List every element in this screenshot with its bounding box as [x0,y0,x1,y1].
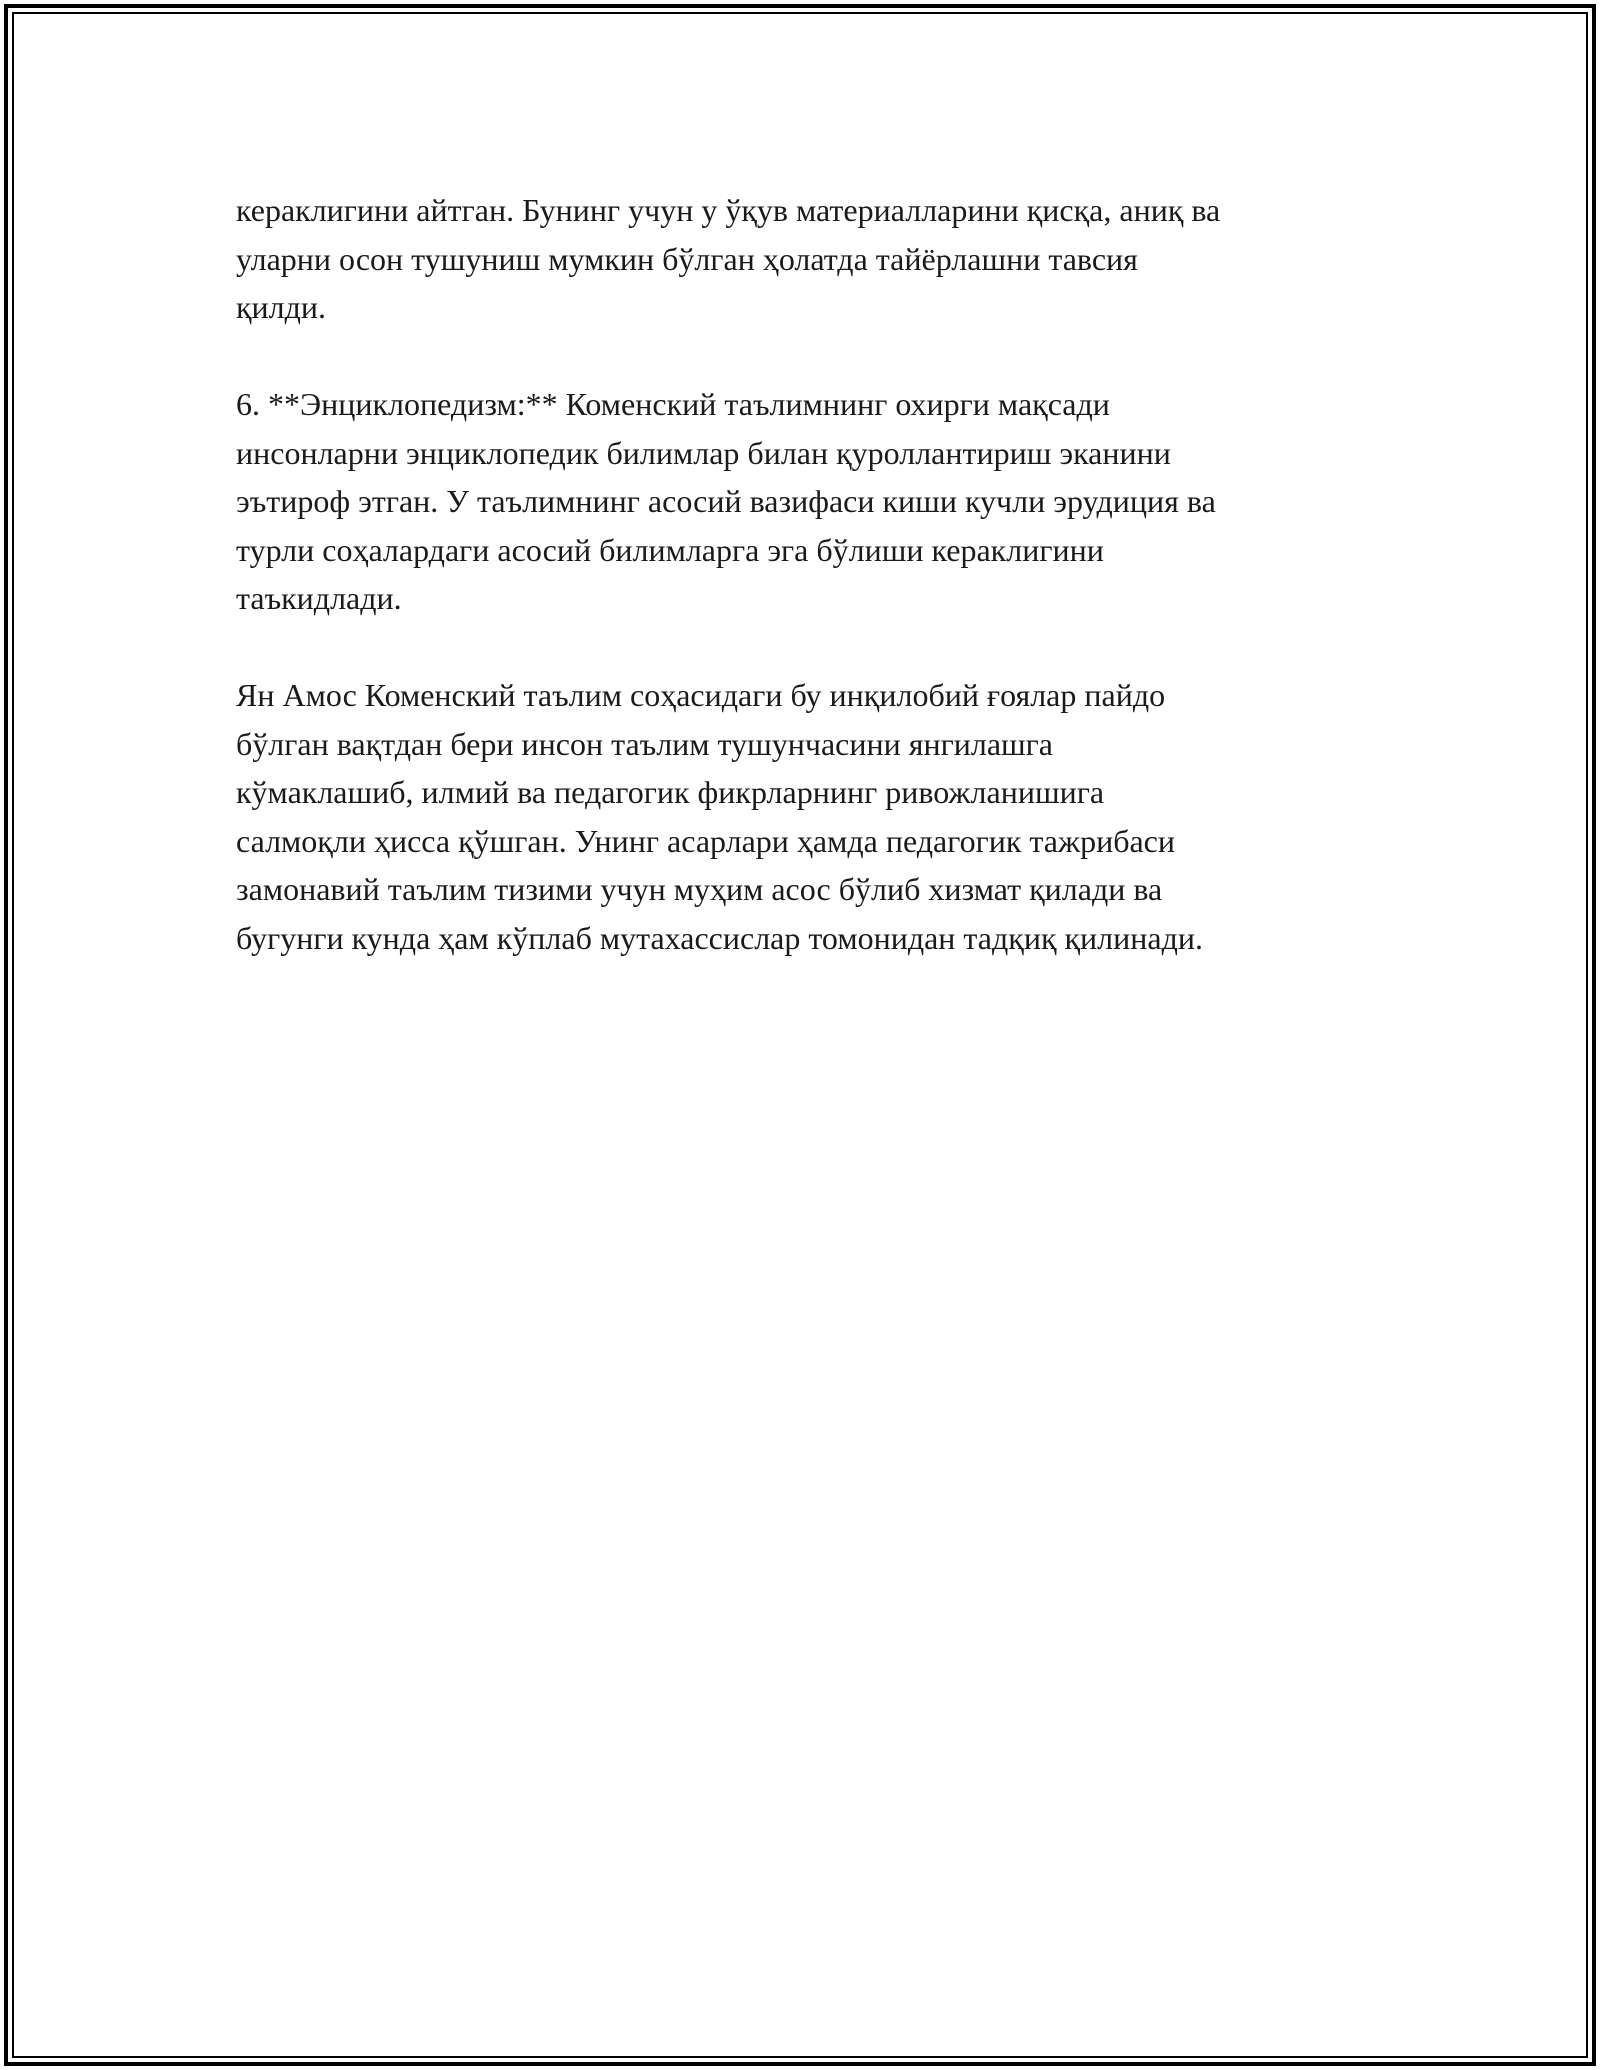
text-line: кўмаклашиб, илмий ва педагогик фикрларнинг ривожланишига [236,774,1105,810]
text-line: турли соҳалардаги асосий билимларга эга бўлиши кераклигини [236,531,1104,568]
paragraph [236,380,1376,623]
text-line: қилди. [236,289,327,325]
text-line: бўлган вақтдан бери инсон таълим тушунчасини янгилашга [236,725,1053,762]
text-line: Ян Амос Коменский таълим соҳасидаги бу инқилобий ғоялар пайдо [236,677,1166,713]
text-line: бугунги кунда ҳам кўплаб мутахассислар томонидан тадқиқ қилинади. [236,919,1203,956]
text-line: салмоқли ҳисса қўшган. Унинг асарлари ҳамда педагогик тажрибаси [236,822,1175,859]
text-line: 6. **Энциклопедизм:** Коменский таълимнинг охирги мақсади [236,386,1110,422]
text-line: кераклигини айтган. Бунинг учун у ўқув материалларини қисқа, аниқ ва [236,192,1221,228]
paragraph [236,186,1376,332]
text-line: эътироф этган. У таълимнинг асосий вазифаси киши кучли эрудиция ва [236,483,1216,519]
text-line: инсонларни энциклопедик билимлар билан қуроллантириш эканини [236,434,1171,471]
paragraph [236,671,1376,962]
document-body [236,186,1376,1011]
text-line: уларни осон тушуниш мумкин бўлган ҳолатда тайёрлашни тавсия [236,240,1138,277]
text-line: замонавий таълим тизими учун муҳим асос бўлиб хизмат қилади ва [236,871,1163,907]
text-line: таъкидлади. [236,580,402,616]
